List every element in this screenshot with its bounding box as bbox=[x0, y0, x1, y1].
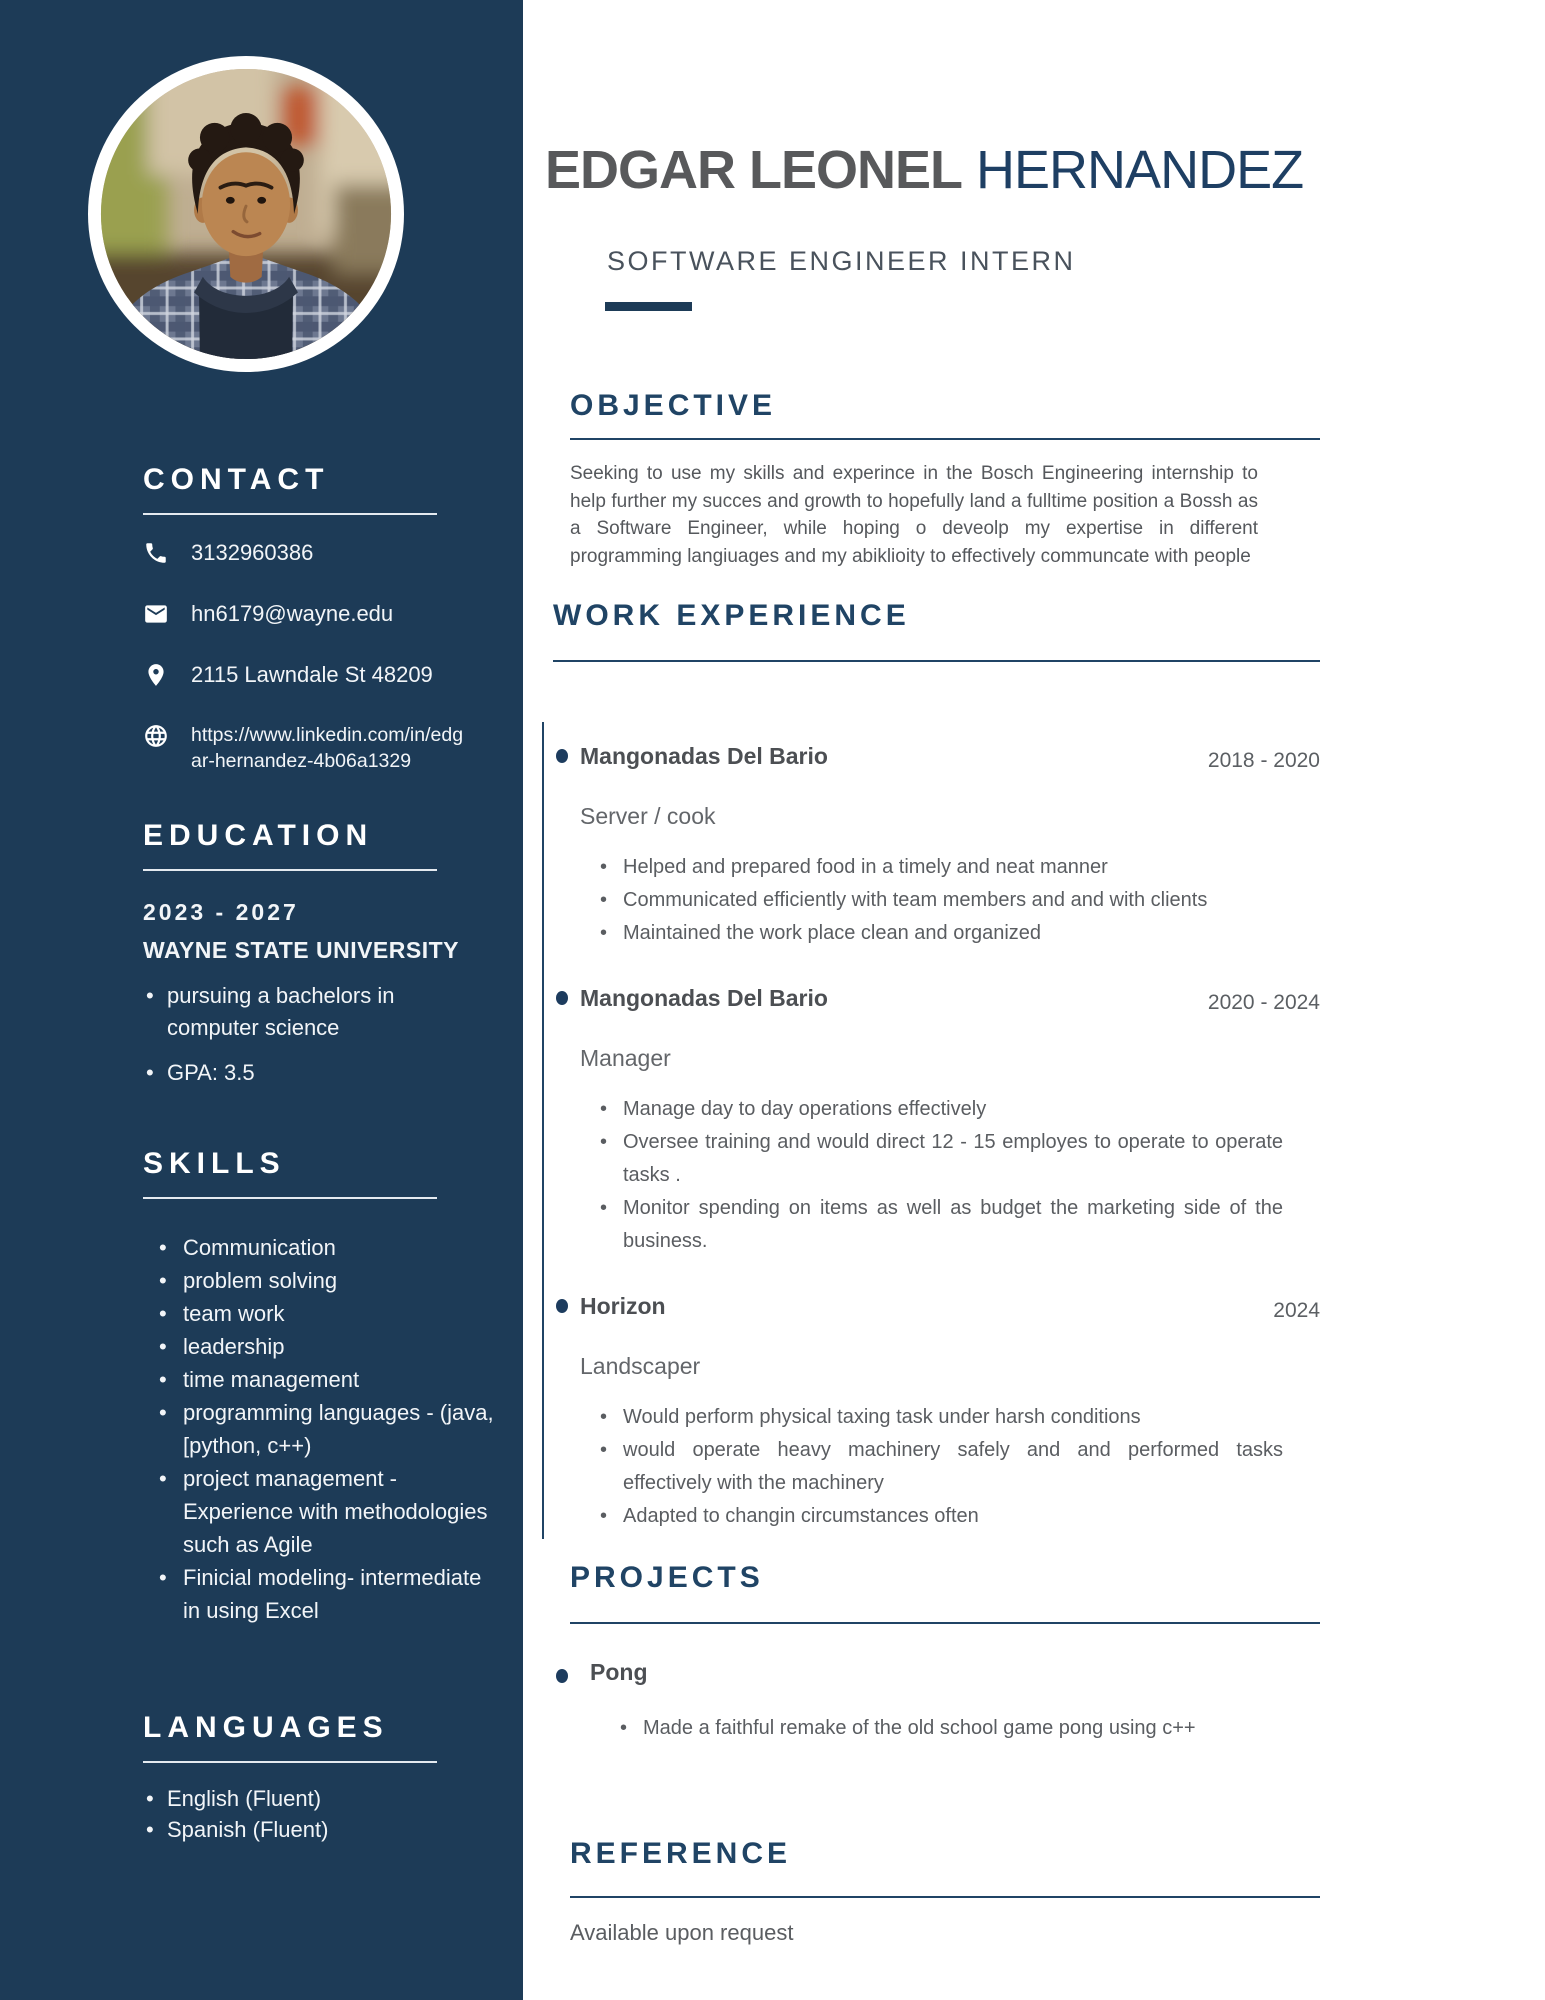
globe-icon bbox=[143, 723, 169, 749]
languages-heading: LANGUAGES bbox=[143, 1711, 389, 1744]
education-bullet: • GPA: 3.5 bbox=[167, 1057, 419, 1089]
job-company: Mangonadas Del Bario bbox=[580, 985, 828, 1011]
skill-item: • team work bbox=[183, 1297, 501, 1330]
skill-item: • time management bbox=[183, 1363, 501, 1396]
education-heading: EDUCATION bbox=[143, 819, 374, 852]
objective-section bbox=[570, 388, 1260, 570]
first-name: EDGAR LEONEL bbox=[545, 140, 963, 200]
skill-item: • programming languages - (java, [python, c++) bbox=[183, 1396, 501, 1462]
education-school: WAYNE STATE UNIVERSITY bbox=[143, 937, 460, 963]
location-pin-icon bbox=[143, 662, 169, 688]
contact-section bbox=[143, 462, 505, 774]
street-address: 2115 Lawndale St 48209 bbox=[191, 662, 433, 687]
work-experience-divider bbox=[553, 660, 1320, 662]
project-bullet-list bbox=[590, 1712, 1323, 1745]
job-bullet: • Manage day to day operations effectively bbox=[623, 1093, 1283, 1126]
job-company: Mangonadas Del Bario bbox=[580, 743, 828, 769]
timeline-dot bbox=[556, 749, 568, 763]
skills-heading: SKILLS bbox=[143, 1147, 286, 1180]
job-company: Horizon bbox=[580, 1293, 666, 1319]
envelope-icon bbox=[143, 601, 169, 627]
languages-divider bbox=[143, 1761, 437, 1763]
skills-list bbox=[143, 1231, 501, 1627]
contact-divider bbox=[143, 513, 437, 515]
header bbox=[545, 140, 1303, 277]
languages-list bbox=[143, 1783, 419, 1845]
skill-item: • Communication bbox=[183, 1231, 501, 1264]
project-bullet: • Made a faithful remake of the old school game pong using c++ bbox=[643, 1712, 1323, 1745]
person-name bbox=[545, 140, 1303, 200]
reference-heading: REFERENCE bbox=[570, 1837, 792, 1870]
education-divider bbox=[143, 869, 437, 871]
phone-icon bbox=[143, 540, 169, 566]
objective-text: Seeking to use my skills and experince in the Bosch Engineering internship to help further my succes and growth to hopefully land a fulltime position a Bossh as a Software Engineer, while hoping o deveolp my expertise in different programming langiuages and my abiklioity to effectively communcate with people bbox=[570, 463, 1258, 567]
projects-divider bbox=[570, 1622, 1320, 1624]
job-bullet: • Monitor spending on items as well as budget the marketing side of the business. bbox=[623, 1192, 1283, 1258]
projects-heading: PROJECTS bbox=[570, 1561, 764, 1594]
language-item: • Spanish (Fluent) bbox=[167, 1814, 419, 1845]
project-name: Pong bbox=[590, 1659, 648, 1685]
contact-phone-row bbox=[143, 539, 505, 566]
work-timeline bbox=[542, 722, 1320, 1539]
skill-item: • leadership bbox=[183, 1330, 501, 1363]
job-dates: 2018 - 2020 bbox=[1207, 749, 1320, 772]
contact-website-row bbox=[143, 722, 505, 774]
job-bullet: • Maintained the work place clean and organized bbox=[623, 917, 1283, 950]
reference-divider bbox=[570, 1896, 1320, 1898]
job-bullet: • Helped and prepared food in a timely and neat manner bbox=[623, 851, 1283, 884]
projects-section bbox=[570, 1560, 1320, 1745]
contact-heading: CONTACT bbox=[143, 463, 330, 496]
timeline-dot bbox=[556, 1299, 568, 1313]
skill-item: • project management - Experience with methodologies such as Agile bbox=[183, 1462, 501, 1561]
job-bullet: • would operate heavy machinery safely and and performed tasks effectively with the machinery bbox=[623, 1434, 1283, 1500]
job-bullet-list bbox=[580, 1401, 1283, 1533]
job-dates: 2024 bbox=[1273, 1299, 1320, 1322]
phone-number: 3132960386 bbox=[191, 540, 314, 565]
skill-item: • Finicial modeling- intermediate in using Excel bbox=[183, 1561, 501, 1627]
job-bullet: • Oversee training and would direct 12 - 15 employes to operate to operate tasks . bbox=[623, 1126, 1283, 1192]
email-address: hn6179@wayne.edu bbox=[191, 601, 394, 626]
linkedin-url[interactable]: https://www.linkedin.com/in/edgar-hernandez-4b06a1329 bbox=[191, 724, 464, 772]
title-accent-bar bbox=[605, 302, 692, 311]
job-dates: 2020 - 2024 bbox=[1207, 991, 1320, 1014]
education-bullet: • pursuing a bachelors in computer science bbox=[167, 980, 419, 1044]
job-bullet: • Communicated efficiently with team members and and with clients bbox=[623, 884, 1283, 917]
job-role: Manager bbox=[580, 1045, 671, 1071]
work-experience-heading: WORK EXPERIENCE bbox=[553, 599, 910, 632]
last-name: HERNANDEZ bbox=[976, 140, 1304, 200]
education-years: 2023 - 2027 bbox=[143, 899, 299, 925]
project-dot bbox=[556, 1669, 568, 1683]
reference-section bbox=[570, 1836, 1320, 1946]
job-bullet-list bbox=[580, 1093, 1283, 1258]
language-item: • English (Fluent) bbox=[167, 1783, 419, 1814]
skills-section bbox=[143, 1146, 505, 1627]
timeline-dot bbox=[556, 991, 568, 1005]
portrait-image bbox=[99, 67, 393, 361]
professional-title: SOFTWARE ENGINEER INTERN bbox=[607, 246, 1076, 276]
job-bullet-list bbox=[580, 851, 1283, 950]
contact-email-row bbox=[143, 600, 505, 627]
job-role: Server / cook bbox=[580, 803, 716, 829]
job-bullet: • Would perform physical taxing task under harsh conditions bbox=[623, 1401, 1283, 1434]
reference-text: Available upon request bbox=[570, 1920, 794, 1945]
job-role: Landscaper bbox=[580, 1353, 701, 1379]
objective-heading: OBJECTIVE bbox=[570, 389, 777, 422]
work-experience-section bbox=[542, 598, 1320, 1539]
job-header bbox=[580, 742, 1320, 773]
objective-divider bbox=[570, 438, 1320, 440]
education-section bbox=[143, 818, 505, 1102]
project-entry bbox=[570, 1658, 1320, 1745]
languages-section bbox=[143, 1710, 505, 1845]
job-entry bbox=[580, 984, 1320, 1258]
job-bullet: • Adapted to changin circumstances often bbox=[623, 1500, 1283, 1533]
job-entry bbox=[580, 742, 1320, 950]
job-header bbox=[580, 984, 1320, 1015]
skill-item: • problem solving bbox=[183, 1264, 501, 1297]
job-header bbox=[580, 1292, 1320, 1323]
skills-divider bbox=[143, 1197, 437, 1199]
sidebar bbox=[0, 0, 523, 2000]
job-entry bbox=[580, 1292, 1320, 1533]
profile-photo bbox=[88, 56, 404, 372]
education-list bbox=[143, 980, 419, 1089]
contact-address-row bbox=[143, 661, 505, 688]
